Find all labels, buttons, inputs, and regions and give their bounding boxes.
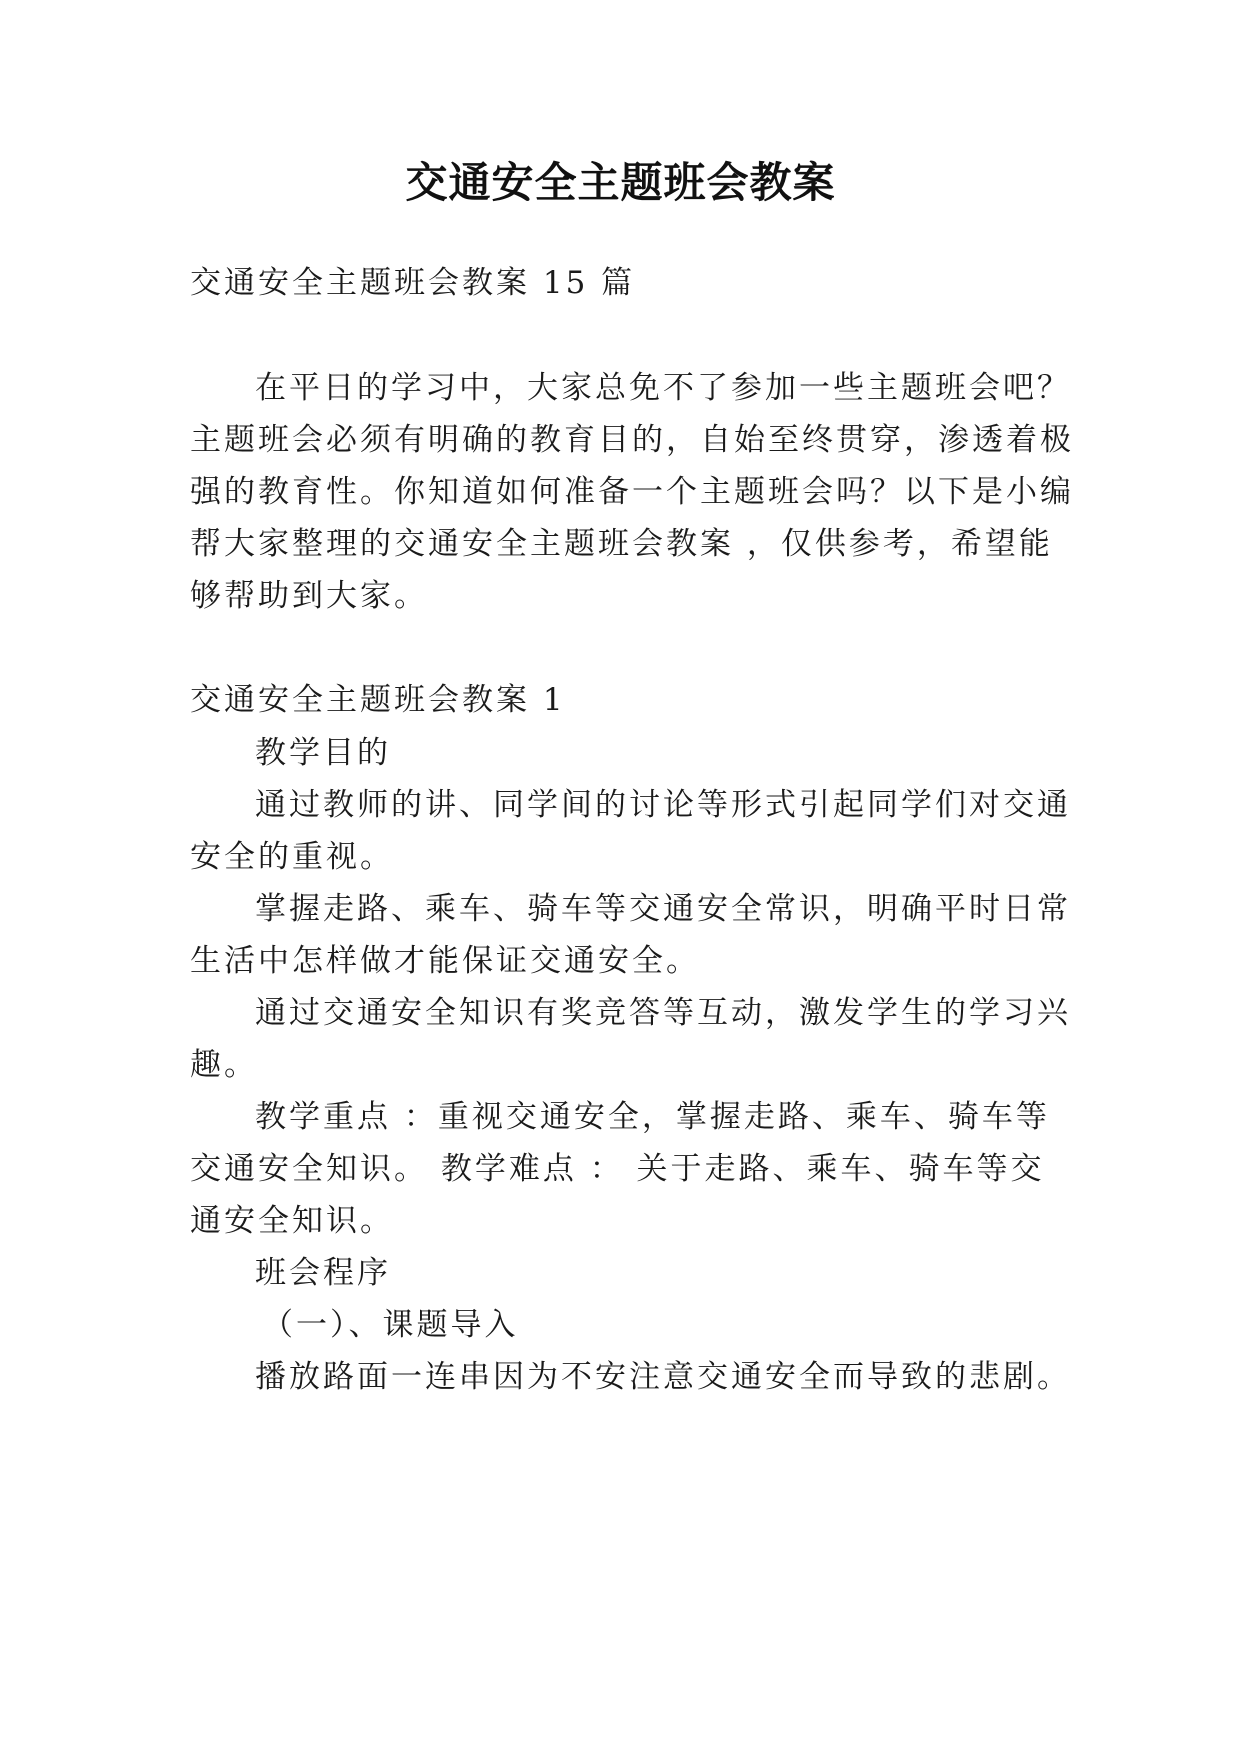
body-line: 通安全知识。	[190, 1203, 394, 1239]
intro-line: 帮大家整理的交通安全主题班会教案 ，仅供参考，希望能	[190, 526, 1053, 562]
section-heading: 交通安全主题班会教案 1	[190, 682, 566, 718]
body-line: 趣。	[190, 1047, 258, 1083]
body-line: （一）、课题导入	[262, 1307, 519, 1343]
body-line: 通过教师的讲、同学间的讨论等形式引起同学们对交通	[255, 787, 1071, 823]
document-title: 交通安全主题班会教案	[405, 158, 836, 207]
body-line: 生活中怎样做才能保证交通安全。	[190, 943, 700, 979]
body-line: 掌握走路、乘车、骑车等交通安全常识，明确平时日常	[255, 891, 1071, 927]
subtitle: 交通安全主题班会教案 15 篇	[190, 265, 636, 301]
body-line: 教学重点 ：重视交通安全，掌握走路、乘车、骑车等	[255, 1099, 1050, 1135]
body-line: 通过交通安全知识有奖竞答等互动，激发学生的学习兴	[255, 995, 1071, 1031]
body-line: 教学目的	[255, 735, 391, 771]
intro-line: 够帮助到大家。	[190, 578, 428, 614]
body-line: 播放路面一连串因为不安注意交通安全而导致的悲剧。	[255, 1359, 1071, 1395]
body-line: 安全的重视。	[190, 839, 394, 875]
intro-line: 在平日的学习中，大家总免不了参加一些主题班会吧？	[255, 370, 1071, 406]
body-line: 交通安全知识。 教学难点 ： 关于走路、乘车、骑车等交	[190, 1151, 1045, 1187]
intro-line: 主题班会必须有明确的教育目的，自始至终贯穿，渗透着极	[190, 422, 1074, 458]
intro-line: 强的教育性。你知道如何准备一个主题班会吗？以下是小编	[190, 474, 1074, 510]
body-line: 班会程序	[255, 1255, 391, 1291]
